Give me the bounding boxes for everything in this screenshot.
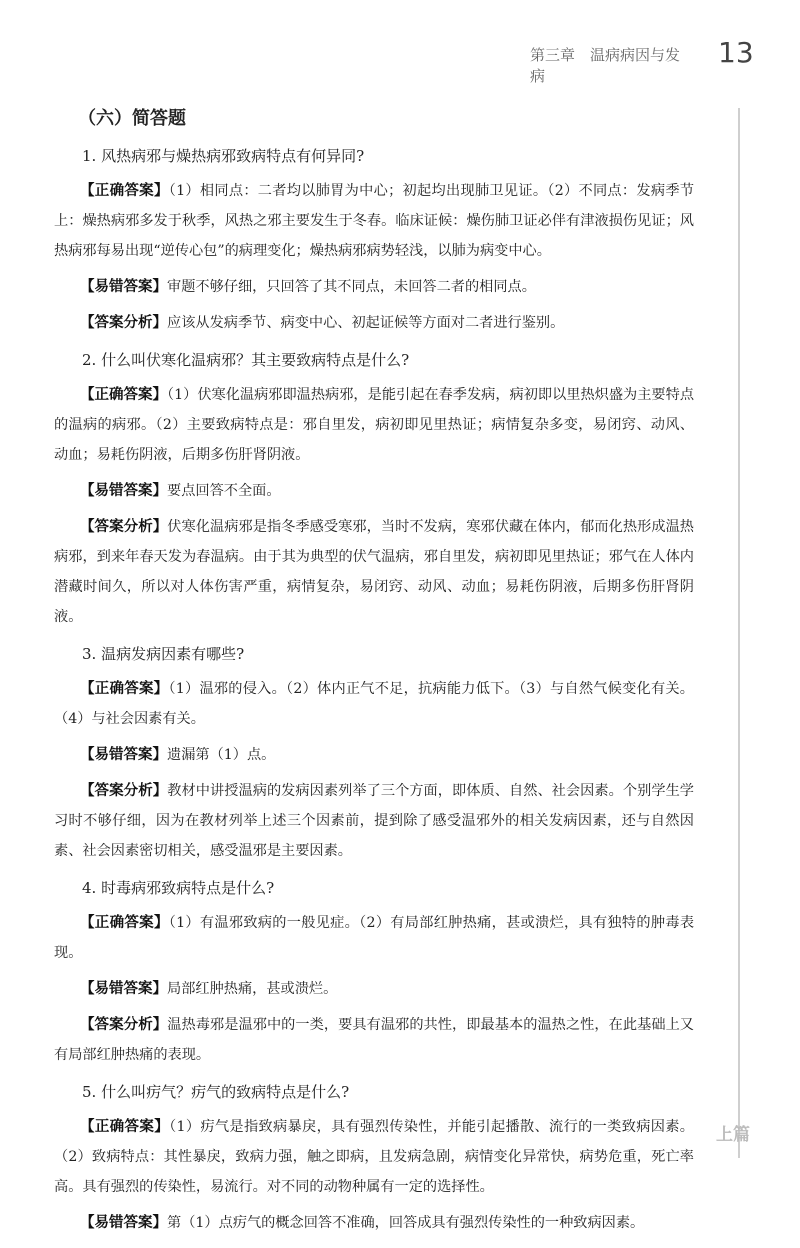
answer-text: 局部红肿热痛，甚或溃烂。 (167, 981, 338, 997)
answer-paragraph (54, 1208, 694, 1238)
question-title: 5. 什么叫疠气？疠气的致病特点是什么? (82, 1083, 350, 1101)
answer-paragraph (54, 272, 694, 302)
answer-text: （1）有温邪致病的一般见症。（2）有局部红肿热痛，甚或溃烂，具有独特的肿毒表现。 (54, 915, 695, 961)
margin-rule (738, 108, 740, 1158)
answer-text: （1）伏寒化温病邪即温热病邪，是能引起在春季发病，病初即以里热炽盛为主要特点的温病的病邪。（2）主要致病特点是：邪自里发，病初即见里热证；病情复杂多变，易闭窍、动风、动血；易耗伤阴液，后期多伤肝肾阴液。 (54, 387, 695, 463)
answer-label: 【正确答案】 (80, 387, 168, 403)
answer-label: 【正确答案】 (80, 183, 169, 199)
question-title: 1. 风热病邪与燥热病邪致病特点有何异同? (82, 147, 365, 165)
chapter-header: 第三章 温病病因与发病 (530, 46, 681, 85)
answer-label: 【答案分析】 (80, 315, 167, 331)
answer-paragraph (54, 740, 694, 770)
answer-paragraph (54, 176, 694, 266)
answer-label: 【正确答案】 (80, 1119, 170, 1135)
question-block (54, 348, 694, 632)
answer-text: （1）相同点：二者均以肺胃为中心；初起均出现肺卫见证。（2）不同点：发病季节上：燥热病邪多发于秋季，风热之邪主要发生于冬春。临床证候：燥伤肺卫证必伴有津液损伤见证；风热病邪每易出现“逆传心包”的病理变化；燥热病邪病势轻浅，以肺为病变中心。 (54, 183, 695, 259)
question-list (54, 144, 694, 1238)
answer-label: 【答案分析】 (80, 783, 168, 799)
answer-paragraph (54, 674, 694, 734)
answer-paragraph (54, 1010, 694, 1070)
section-title: （六）简答题 (78, 108, 186, 129)
answer-paragraph (54, 308, 694, 338)
answer-paragraph (54, 1112, 694, 1202)
answer-text: 审题不够仔细，只回答了其不同点，未回答二者的相同点。 (167, 279, 536, 295)
answer-paragraph (54, 974, 694, 1004)
answer-text: 应该从发病季节、病变中心、初起证候等方面对二者进行鉴别。 (167, 315, 565, 331)
main-content (54, 104, 694, 1248)
answer-label: 【易错答案】 (80, 1215, 167, 1231)
page-number: 13 (718, 36, 754, 69)
answer-text: 伏寒化温病邪是指冬季感受寒邪，当时不发病，寒邪伏藏在体内，郁而化热形成温热病邪，到来年春天发为春温病。由于其为典型的伏气温病，邪自里发，病初即见里热证；邪气在人体内潜藏时间久，所以对人体伤害严重，病情复杂，易闭窍、动风、动血；易耗伤阴液，后期多伤肝肾阴液。 (54, 519, 694, 625)
answer-label: 【易错答案】 (80, 279, 167, 295)
answer-paragraph (54, 380, 694, 470)
question-title: 2. 什么叫伏寒化温病邪？其主要致病特点是什么? (82, 351, 410, 369)
answer-text: （1）疠气是指致病暴戾，具有强烈传染性，并能引起播散、流行的一类致病因素。（2）致病特点：其性暴戾，致病力强，触之即病，且发病急剧，病情变化异常快，病势危重，死亡率高。具有强烈的传染性，易流行。对不同的动物种属有一定的选择性。 (54, 1119, 694, 1195)
answer-paragraph (54, 776, 694, 866)
answer-label: 【答案分析】 (80, 519, 168, 535)
answer-text: 遗漏第（1）点。 (167, 747, 276, 763)
question-title: 3. 温病发病因素有哪些? (82, 645, 245, 663)
question-block (54, 642, 694, 866)
side-tab: 上篇 (716, 1125, 750, 1145)
answer-paragraph (54, 476, 694, 506)
answer-label: 【易错答案】 (80, 747, 167, 763)
answer-text: 温热毒邪是温邪中的一类，要具有温邪的共性，即最基本的温热之性，在此基础上又有局部红肿热痛的表现。 (54, 1017, 694, 1063)
answer-text: 要点回答不全面。 (167, 483, 281, 499)
answer-label: 【答案分析】 (80, 1017, 168, 1033)
answer-label: 【正确答案】 (80, 915, 169, 931)
answer-text: 第（1）点疠气的概念回答不准确，回答成具有强烈传染性的一种致病因素。 (167, 1215, 645, 1231)
answer-label: 【正确答案】 (80, 681, 169, 697)
answer-text: 教材中讲授温病的发病因素列举了三个方面，即体质、自然、社会因素。个别学生学习时不够仔细，因为在教材列举上述三个因素前，提到除了感受温邪外的相关发病因素，还与自然因素、社会因素密切相关，感受温邪是主要因素。 (54, 783, 694, 859)
answer-text: （1）温邪的侵入。（2）体内正气不足，抗病能力低下。（3）与自然气候变化有关。（4）与社会因素有关。 (54, 681, 694, 727)
answer-paragraph (54, 512, 694, 632)
question-block (54, 144, 694, 338)
question-block (54, 1080, 694, 1238)
answer-label: 【易错答案】 (80, 981, 167, 997)
answer-label: 【易错答案】 (80, 483, 167, 499)
question-block (54, 876, 694, 1070)
question-title: 4. 时毒病邪致病特点是什么? (82, 879, 275, 897)
answer-paragraph (54, 908, 694, 968)
